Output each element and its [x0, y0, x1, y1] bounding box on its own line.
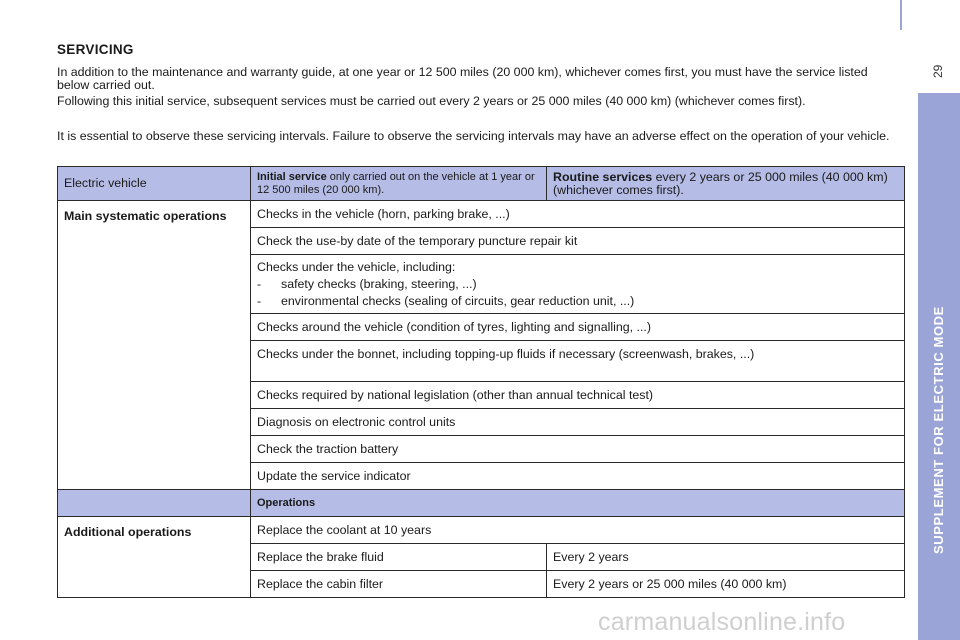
table-row: [58, 201, 905, 228]
operations-header-blank: [58, 490, 251, 517]
list-item: [257, 295, 898, 308]
main-operation-cell: Checks in the vehicle (horn, parking brake, ...): [251, 201, 905, 228]
intro-paragraph: In addition to the maintenance and warranty guide, at one year or 12 500 miles (20 000 km), whichever comes first, you must have the service listed below carried out.: [57, 65, 868, 92]
main-operations-label: Main systematic operations: [58, 201, 251, 490]
routine-services-label: Routine services: [553, 169, 653, 184]
operations-header-row: [58, 490, 905, 517]
watermark: carmanualsonline.info: [598, 608, 846, 636]
main-operation-cell: Checks required by national legislation (other than annual technical test): [251, 382, 905, 409]
servicing-table: [57, 166, 905, 598]
header-electric-vehicle: Electric vehicle: [58, 167, 251, 201]
main-operation-cell: [251, 255, 905, 314]
under-vehicle-heading: Checks under the vehicle, including:: [257, 259, 456, 274]
initial-service-text: only carried out on the vehicle at 1 year or 12 500 miles (20 000 km).: [257, 170, 535, 196]
header-initial-service: [251, 167, 547, 201]
operations-header: Operations: [251, 490, 905, 517]
bullet-text: safety checks (braking, steering, ...): [281, 276, 477, 291]
additional-operations-label: Additional operations: [58, 517, 251, 598]
bullet-dash: -: [257, 276, 262, 291]
main-operation-cell: Check the use-by date of the temporary puncture repair kit: [251, 228, 905, 255]
top-edge-marker: [900, 0, 902, 30]
main-operation-cell: Check the traction battery: [251, 436, 905, 463]
list-item: [257, 278, 898, 291]
main-operation-cell: Checks around the vehicle (condition of tyres, lighting and signalling, ...): [251, 314, 905, 341]
additional-operation-cell: Replace the cabin filter: [251, 571, 547, 598]
routine-services-text: every 2 years or 25 000 miles (40 000 km) (whichever comes first).: [553, 169, 888, 197]
additional-interval-cell: Every 2 years: [547, 544, 905, 571]
additional-operation-cell: Replace the coolant at 10 years: [251, 517, 905, 544]
table-header-row: [58, 167, 905, 201]
bullet-dash: -: [257, 293, 262, 308]
header-routine-services: [547, 167, 905, 201]
main-operation-cell: Update the service indicator: [251, 463, 905, 490]
additional-operation-cell: Replace the brake fluid: [251, 544, 547, 571]
warning-paragraph: It is essential to observe these servicing intervals. Failure to observe the servicing intervals may have an adverse effect on the operation of your vehicle.: [57, 129, 890, 143]
main-operation-cell: Diagnosis on electronic control units: [251, 409, 905, 436]
initial-service-label: Initial service: [257, 170, 327, 183]
table-row: [58, 517, 905, 544]
page-number: 29: [931, 64, 945, 78]
main-operation-cell: Checks under the bonnet, including topping-up fluids if necessary (screenwash, brakes, ...): [251, 341, 905, 382]
bullet-text: environmental checks (sealing of circuits, gear reduction unit, ...): [281, 293, 635, 308]
section-title: SERVICING: [57, 42, 134, 57]
followup-paragraph: Following this initial service, subsequent services must be carried out every 2 years or 25 000 miles (40 000 km) (whichever comes first).: [57, 94, 806, 108]
sidebar-section-label: SUPPLEMENT FOR ELECTRIC MODE: [931, 306, 946, 554]
additional-interval-cell: Every 2 years or 25 000 miles (40 000 km): [547, 571, 905, 598]
